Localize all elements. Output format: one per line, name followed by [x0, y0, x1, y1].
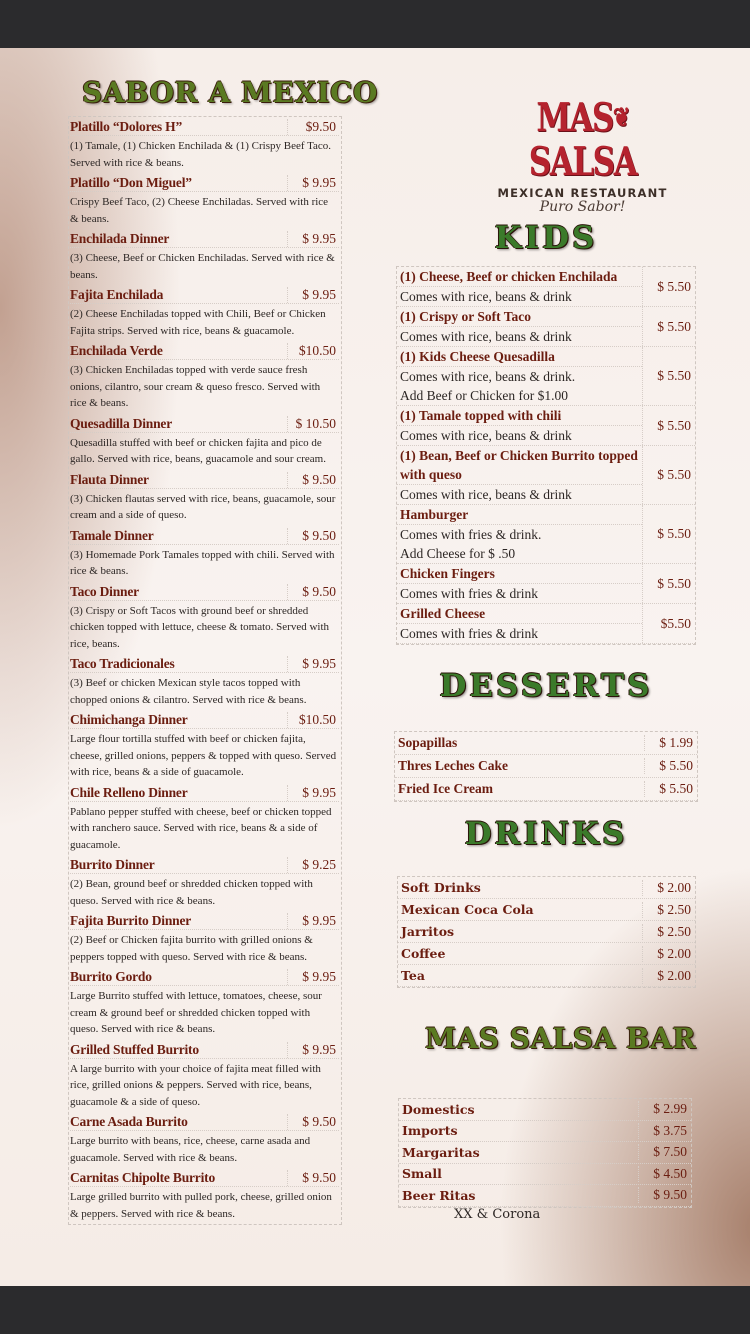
- dish-name: Grilled Stuffed Burrito: [70, 1041, 199, 1057]
- bar-item-price: $ 4.50: [638, 1166, 691, 1182]
- kids-item: [397, 347, 695, 406]
- dish-price: $ 9.50: [287, 584, 339, 600]
- dish-header: [70, 857, 339, 874]
- dish-description: (3) Beef or chicken Mexican style tacos topped with chopped onions & cilantro. Served with rice & beans.: [70, 677, 307, 706]
- kids-item-name: Hamburger: [397, 505, 642, 525]
- dish-description: Large burrito with beans, rice, cheese, carne asada and guacamole. Served with rice & beans.: [70, 1135, 311, 1164]
- dish-name: Fajita Enchilada: [70, 287, 164, 302]
- dish-price: $ 9.95: [287, 969, 339, 985]
- kids-item-detail: Comes with fries & drink: [400, 626, 538, 641]
- dish-header: [70, 472, 339, 489]
- desserts-item-price: $ 5.50: [644, 758, 697, 774]
- drinks-item-price: $ 2.00: [642, 968, 695, 984]
- drinks-item-price: $ 2.00: [642, 946, 695, 962]
- kids-item-price: $ 5.50: [642, 307, 695, 346]
- desserts-item-name: Sopapillas: [398, 735, 458, 750]
- dish-header: [70, 969, 339, 986]
- dish-price: $ 9.50: [287, 1114, 339, 1130]
- kids-item-price: $ 5.50: [642, 564, 695, 603]
- dish-item: [69, 285, 341, 341]
- kids-item-text: [397, 564, 642, 603]
- bar-item-name: Small: [402, 1166, 442, 1182]
- logo-subtitle: MEXICAN RESTAURANT: [497, 186, 668, 200]
- restaurant-logo: [495, 96, 670, 215]
- dish-name: Burrito Gordo: [70, 969, 152, 984]
- desserts-item-name: Fried Ice Cream: [398, 781, 493, 796]
- dish-item: [69, 173, 341, 229]
- dish-name: Chile Relleno Dinner: [70, 784, 188, 800]
- dish-price: $ 9.95: [287, 913, 339, 929]
- dish-description: Quesadilla stuffed with beef or chicken fajita and pico de gallo. Served with rice, beans, guacamole and sour cream.: [70, 436, 326, 465]
- drinks-item-name: Mexican Coca Cola: [401, 902, 534, 917]
- dish-description: (1) Tamale, (1) Chicken Enchilada & (1) Crispy Beef Taco. Served with rice & beans.: [70, 140, 332, 169]
- dish-header: [70, 785, 339, 802]
- main-section-title: SABOR A MEXICO: [82, 76, 378, 109]
- dish-name: Burrito Dinner: [70, 857, 155, 872]
- kids-item-detail: Comes with rice, beans & drink: [400, 289, 572, 304]
- bar-item-price: $ 2.99: [638, 1101, 691, 1117]
- dish-name: Taco Dinner: [70, 583, 139, 599]
- drinks-item: [398, 943, 695, 965]
- drinks-item: [398, 965, 695, 987]
- kids-item-text: [397, 505, 642, 563]
- drinks-menu-list: [397, 876, 696, 988]
- kids-item-price: $ 5.50: [642, 267, 695, 306]
- dish-price: $10.50: [287, 343, 339, 359]
- dish-price: $9.50: [287, 119, 339, 135]
- dish-item: [69, 117, 341, 173]
- dish-header: [70, 584, 339, 601]
- kids-item-detail: Comes with rice, beans & drink: [400, 487, 572, 502]
- dish-name: Carne Asada Burrito: [70, 1114, 188, 1129]
- dish-description: (3) Crispy or Soft Tacos with ground beef or shredded chicken topped with lettuce, cheese & tomato. Served with rice, beans.: [70, 604, 330, 650]
- drinks-item-name: Jarritos: [401, 924, 455, 939]
- kids-item-detail: Add Cheese for $ .50: [400, 546, 516, 561]
- menu-page: [0, 48, 750, 1286]
- dish-name: Enchilada Verde: [70, 343, 163, 358]
- dish-item: [69, 1168, 341, 1224]
- drinks-item-price: $ 2.50: [642, 902, 695, 918]
- dish-item: [69, 855, 341, 911]
- logo-word-2: SALSA: [528, 139, 637, 185]
- kids-item-text: [397, 267, 642, 306]
- kids-item-detail: Comes with rice, beans & drink: [400, 329, 572, 344]
- dish-item: [69, 911, 341, 967]
- desserts-menu-list: [394, 731, 698, 802]
- kids-item: [397, 505, 695, 564]
- bar-note: XX & Corona: [454, 1207, 541, 1222]
- dish-description: Large Burrito stuffed with lettuce, tomatoes, cheese, sour cream & ground beef or shredded chicken topped with queso. Served with rice & beans.: [70, 990, 322, 1035]
- kids-item: [397, 406, 695, 446]
- drinks-item: [398, 877, 695, 899]
- kids-item-detail: Comes with rice, beans & drink: [400, 428, 572, 443]
- dish-header: [70, 119, 339, 136]
- desserts-item-name: Thres Leches Cake: [398, 758, 508, 773]
- dish-name: Tamale Dinner: [70, 527, 154, 543]
- dish-price: $ 9.50: [287, 1170, 339, 1186]
- dish-item: [69, 654, 341, 710]
- desserts-item-price: $ 1.99: [644, 735, 697, 751]
- dish-item: [69, 414, 341, 470]
- drinks-title: DRINKS: [464, 816, 628, 852]
- dish-description: (3) Cheese, Beef or Chicken Enchiladas. Served with rice & beans.: [70, 252, 335, 281]
- dish-description: (2) Bean, ground beef or shredded chicken topped with queso. Served with rice & beans.: [70, 878, 313, 907]
- dish-name: Quesadilla Dinner: [70, 415, 172, 431]
- main-menu-list: [68, 116, 342, 1225]
- dish-header: [70, 416, 339, 433]
- drinks-item: [398, 899, 695, 921]
- kids-item-price: $ 5.50: [642, 446, 695, 504]
- kids-item-detail: Add Beef or Chicken for $1.00: [400, 388, 568, 403]
- kids-item-name: (1) Tamale topped with chili: [397, 406, 642, 426]
- dish-item: [69, 341, 341, 414]
- dish-description: Crispy Beef Taco, (2) Cheese Enchiladas. Served with rice & beans.: [70, 196, 329, 225]
- bar-item: [399, 1121, 691, 1143]
- dish-price: $ 9.50: [287, 528, 339, 544]
- bar-item-name: Margaritas: [402, 1144, 480, 1160]
- kids-item-detail: Comes with rice, beans & drink.: [400, 369, 576, 384]
- bar-item: [399, 1142, 691, 1164]
- kids-item-text: [397, 446, 642, 504]
- dish-header: [70, 231, 339, 248]
- dish-item: [69, 967, 341, 1040]
- kids-menu-list: [396, 266, 696, 645]
- kids-item-name: (1) Cheese, Beef or chicken Enchilada: [397, 267, 642, 287]
- logo-wordmark: [513, 96, 653, 184]
- dish-item: [69, 526, 341, 582]
- dish-name: Chimichanga Dinner: [70, 712, 188, 727]
- dish-header: [70, 1042, 339, 1059]
- dish-price: $ 9.95: [287, 231, 339, 247]
- dish-description: (3) Chicken Enchiladas topped with verde sauce fresh onions, cilantro, sour cream & queso fresco. Served with rice & beans.: [70, 364, 321, 409]
- drinks-item-name: Coffee: [401, 946, 446, 961]
- dish-price: $ 9.95: [287, 287, 339, 303]
- kids-item-detail: Comes with fries & drink.: [400, 527, 542, 542]
- kids-item: [397, 564, 695, 604]
- drinks-item-name: Tea: [401, 968, 425, 983]
- bottom-bar: [0, 1286, 750, 1334]
- dish-name: Carnitas Chipolte Burrito: [70, 1170, 215, 1185]
- pepper-icon: ❦: [612, 103, 629, 133]
- bar-item: [399, 1164, 691, 1186]
- dish-price: $ 9.95: [287, 656, 339, 672]
- drinks-item-price: $ 2.00: [642, 880, 695, 896]
- dish-header: [70, 1170, 339, 1187]
- top-status-bar: [0, 0, 750, 48]
- dish-description: (2) Cheese Enchiladas topped with Chili, Beef or Chicken Fajita strips. Served with rice, beans & guacamole.: [70, 308, 326, 337]
- kids-item-text: [397, 406, 642, 445]
- bar-item-name: Beer Ritas: [402, 1187, 476, 1203]
- drinks-item-name: Soft Drinks: [401, 880, 481, 895]
- dish-header: [70, 913, 339, 930]
- drinks-item: [398, 921, 695, 943]
- dish-header: [70, 287, 339, 304]
- dish-description: A large burrito with your choice of fajita meat filled with rice, grilled onions & peppers. Served with rice, beans, guacamole & a side of queso.: [70, 1062, 321, 1108]
- dish-header: [70, 1114, 339, 1131]
- dish-name: Platillo “Dolores H”: [70, 119, 182, 134]
- dish-description: (3) Chicken flautas served with rice, beans, guacamole, sour cream and a side of queso.: [70, 492, 336, 521]
- dish-description: (3) Homemade Pork Tamales topped with chili. Served with rice & beans.: [70, 548, 335, 577]
- dish-item: [69, 470, 341, 526]
- dish-item: [69, 229, 341, 285]
- kids-item-text: [397, 307, 642, 346]
- dish-item: [69, 710, 341, 783]
- kids-item: [397, 307, 695, 347]
- dish-header: [70, 528, 339, 545]
- dish-description: Pablano pepper stuffed with cheese, beef or chicken topped with ranchero sauce. Served with rice, beans & a side of guacamole.: [70, 805, 332, 851]
- kids-item-price: $ 5.50: [642, 505, 695, 563]
- dish-header: [70, 175, 339, 192]
- desserts-item: [395, 778, 697, 801]
- desserts-item: [395, 755, 697, 778]
- bar-item-name: Domestics: [402, 1101, 475, 1117]
- dish-item: [69, 783, 341, 856]
- kids-item: [397, 604, 695, 644]
- bar-item: [399, 1185, 691, 1207]
- logo-tagline: Puro Sabor!: [539, 199, 626, 215]
- dish-description: Large grilled burrito with pulled pork, cheese, grilled onion & peppers. Served with rice & beans.: [70, 1191, 332, 1220]
- dish-item: [69, 1112, 341, 1168]
- desserts-item: [395, 732, 697, 755]
- dish-price: $ 9.95: [287, 175, 339, 191]
- dish-name: Platillo “Don Miguel”: [70, 175, 192, 190]
- kids-item-detail: Comes with fries & drink: [400, 586, 538, 601]
- kids-item-price: $5.50: [642, 604, 695, 643]
- kids-item-text: [397, 347, 642, 405]
- dish-name: Taco Tradicionales: [70, 656, 175, 671]
- kids-item-name: (1) Kids Cheese Quesadilla: [397, 347, 642, 367]
- dish-price: $ 9.95: [287, 1042, 339, 1058]
- bar-menu-list: [398, 1098, 692, 1208]
- bar-title: MAS SALSA BAR: [425, 1022, 697, 1055]
- dish-price: $ 9.95: [287, 785, 339, 801]
- bar-item-price: $ 7.50: [638, 1144, 691, 1160]
- bar-item: [399, 1099, 691, 1121]
- dish-item: [69, 582, 341, 655]
- kids-item: [397, 446, 695, 505]
- kids-item-name: Chicken Fingers: [397, 564, 642, 584]
- dish-header: [70, 712, 339, 729]
- dish-price: $ 9.50: [287, 472, 339, 488]
- kids-item-text: [397, 604, 642, 643]
- dish-name: Enchilada Dinner: [70, 231, 170, 246]
- kids-title: KIDS: [494, 220, 598, 256]
- bar-item-price: $ 9.50: [638, 1187, 691, 1203]
- kids-item-price: $ 5.50: [642, 347, 695, 405]
- dish-item: [69, 1040, 341, 1113]
- dish-name: Fajita Burrito Dinner: [70, 913, 192, 928]
- kids-item-name: (1) Crispy or Soft Taco: [397, 307, 642, 327]
- desserts-title: DESSERTS: [439, 668, 653, 704]
- dish-name: Flauta Dinner: [70, 471, 149, 487]
- desserts-item-price: $ 5.50: [644, 781, 697, 797]
- dish-description: Large flour tortilla stuffed with beef or chicken fajita, cheese, grilled onions, peppers & topped with queso. Served with rice, beans & a side of guacamole.: [70, 733, 337, 778]
- kids-item-name: Grilled Cheese: [397, 604, 642, 624]
- logo-word-1: MAS: [536, 95, 613, 141]
- kids-item-price: $ 5.50: [642, 406, 695, 445]
- dish-price: $10.50: [287, 712, 339, 728]
- kids-item: [397, 267, 695, 307]
- drinks-item-price: $ 2.50: [642, 924, 695, 940]
- dish-description: (2) Beef or Chicken fajita burrito with grilled onions & peppers topped with queso. Served with rice & beans.: [70, 934, 313, 963]
- dish-price: $ 9.25: [287, 857, 339, 873]
- dish-price: $ 10.50: [287, 416, 339, 432]
- kids-item-name: (1) Bean, Beef or Chicken Burrito topped with queso: [397, 446, 642, 485]
- bar-item-price: $ 3.75: [638, 1123, 691, 1139]
- dish-header: [70, 656, 339, 673]
- bar-item-name: Imports: [402, 1123, 458, 1139]
- dish-header: [70, 343, 339, 360]
